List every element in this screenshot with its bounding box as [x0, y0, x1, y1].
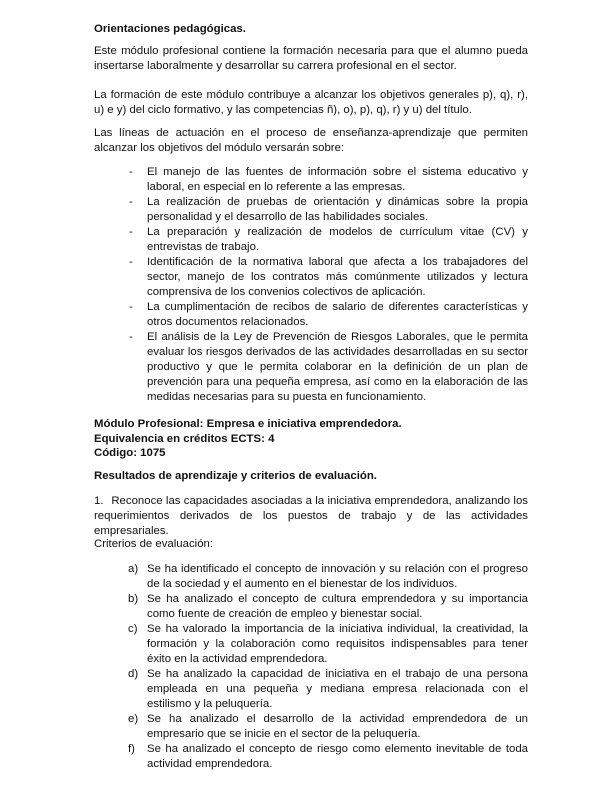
criteria-marker: d) — [128, 668, 139, 680]
learning-result-1 — [94, 494, 528, 539]
criteria-marker: f) — [128, 743, 135, 755]
list-item — [94, 225, 528, 255]
criteria-marker: b) — [128, 593, 139, 605]
list-item-text: La cumplimentación de recibos de salario de diferentes características y otros documentos relacionados. — [147, 301, 528, 328]
list-item — [94, 592, 528, 622]
list-item — [94, 742, 528, 772]
criteria-list — [94, 562, 528, 772]
criteria-marker: c) — [128, 623, 138, 635]
criteria-text: Se ha analizado el concepto de cultura emprendedora y su importancia como fuente de creación de empleo y bienestar social. — [147, 593, 528, 620]
list-item — [94, 300, 528, 330]
list-item — [94, 667, 528, 712]
learning-result-text: Reconoce las capacidades asociadas a la iniciativa emprendedora, analizando los requerimientos derivados de los puestos de trabajo y de las actividades empresariales. — [94, 495, 528, 537]
list-item — [94, 562, 528, 592]
list-item-text: El manejo de las fuentes de información sobre el sistema educativo y laboral, en especial en lo referente a las empresas. — [147, 166, 528, 193]
bullet-marker: - — [129, 166, 133, 178]
criteria-marker: e) — [128, 713, 139, 725]
list-item — [94, 165, 528, 195]
list-item — [94, 712, 528, 742]
bullet-marker: - — [129, 301, 133, 313]
paragraph-lines-of-action: Las líneas de actuación en el proceso de enseñanza-aprendizaje que permiten alcanzar los objetivos del módulo versarán sobre: — [94, 127, 528, 154]
list-item-text: Identificación de la normativa laboral que afecta a los trabajadores del sector, manejo de los contratos más comúnmente utilizados y lectura comprensiva de los convenios colectivos de aplicación. — [147, 256, 528, 298]
list-item — [94, 195, 528, 225]
list-item-text: La preparación y realización de modelos de currículum vitae (CV) y entrevistas de trabajo. — [147, 226, 528, 253]
list-item — [94, 330, 528, 405]
section-heading-orientaciones: Orientaciones pedagógicas. — [94, 23, 246, 35]
criteria-label: Criterios de evaluación: — [94, 538, 214, 550]
bullet-marker: - — [129, 331, 133, 343]
criteria-text: Se ha analizado la capacidad de iniciativa en el trabajo de una persona empleada en una pequeña y mediana empresa relacionada con el estilismo y la peluquería. — [147, 668, 528, 710]
module-ects: Equivalencia en créditos ECTS: 4 — [94, 433, 275, 445]
list-item-text: El análisis de la Ley de Prevención de Riesgos Laborales, que le permita evaluar los riesgos derivados de las actividades desarrolladas en su sector productivo y que le permita colaborar en la definición de un plan de prevención para una pequeña empresa, así como en la elaboración de las medidas necesarias para su puesta en funcionamiento. — [147, 331, 528, 403]
learning-result-number: 1. — [94, 495, 104, 507]
bullet-marker: - — [129, 256, 133, 268]
criteria-text: Se ha valorado la importancia de la iniciativa individual, la creatividad, la formación y la colaboración como requisitos indispensables para tener éxito en la actividad emprendedora. — [147, 623, 528, 665]
bullet-list — [94, 165, 528, 405]
list-item — [94, 255, 528, 300]
criteria-marker: a) — [128, 563, 139, 575]
list-item-text: La realización de pruebas de orientación y dinámicas sobre la propia personalidad y el desarrollo de las habilidades sociales. — [147, 196, 528, 223]
list-item — [94, 622, 528, 667]
criteria-text: Se ha analizado el desarrollo de la actividad emprendedora de un empresario que se inicie en el sector de la peluquería. — [147, 713, 528, 740]
paragraph-objectives: La formación de este módulo contribuye a alcanzar los objetivos generales p), q), r), u) e y) del ciclo formativo, y las competencias ñ), o), p), q), r) y u) del título. — [94, 89, 528, 116]
bullet-marker: - — [129, 196, 133, 208]
bullet-marker: - — [129, 226, 133, 238]
module-code: Código: 1075 — [94, 447, 166, 459]
criteria-text: Se ha analizado el concepto de riesgo como elemento inevitable de toda actividad emprendedora. — [147, 743, 528, 770]
paragraph-intro: Este módulo profesional contiene la formación necesaria para que el alumno pueda insertarse laboralmente y desarrollar su carrera profesional en el sector. — [94, 45, 528, 72]
criteria-text: Se ha identificado el concepto de innovación y su relación con el progreso de la sociedad y el aumento en el bienestar de los individuos. — [147, 563, 528, 590]
results-heading: Resultados de aprendizaje y criterios de evaluación. — [94, 470, 377, 482]
module-title: Módulo Profesional: Empresa e iniciativa emprendedora. — [94, 418, 402, 430]
